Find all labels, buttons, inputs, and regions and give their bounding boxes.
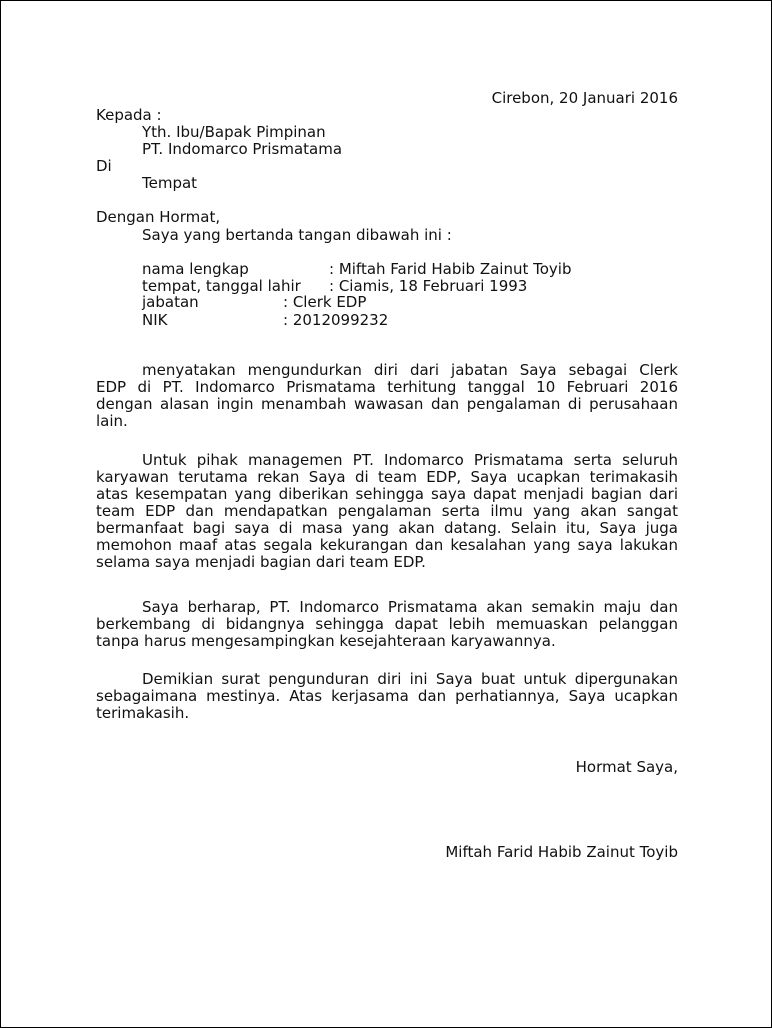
closing-salutation: Hormat Saya, — [575, 758, 678, 776]
recipient-di: Di — [96, 157, 112, 175]
paragraph-line: berkembang di bidangnya sehingga dapat lebih memuaskan pelanggan — [96, 615, 678, 633]
paragraph-line: menyatakan mengundurkan diri dari jabatan Saya sebagai Clerk — [142, 361, 678, 379]
paragraph-line: lain. — [96, 412, 128, 430]
paragraph-line: memohon maaf atas segala kekurangan dan kesalahan yang saya lakukan — [96, 536, 678, 554]
paragraph-line: Saya berharap, PT. Indomarco Prismatama akan semakin maju dan — [142, 598, 678, 616]
recipient-line-1: Yth. Ibu/Bapak Pimpinan — [142, 123, 326, 141]
paragraph-gratitude — [96, 452, 678, 571]
place-date: Cirebon, 20 Januari 2016 — [491, 89, 678, 107]
identity-label-nik: NIK — [142, 311, 168, 329]
paragraph-closing — [96, 671, 678, 722]
identity-label-birth: tempat, tanggal lahir — [142, 277, 301, 295]
identity-value-nik: : 2012099232 — [283, 311, 389, 329]
signatory-name: Miftah Farid Habib Zainut Toyib — [445, 843, 678, 861]
paragraph-line: team EDP dan mendapatkan pengalaman serta ilmu yang akan sangat — [96, 502, 678, 520]
paragraph-line: karyawan terutama rekan Saya di team EDP, Saya ucapkan terimakasih — [96, 468, 678, 486]
paragraph-line: terimakasih. — [96, 704, 190, 722]
identity-value-position: : Clerk EDP — [283, 293, 367, 311]
identity-label-name: nama lengkap — [142, 260, 249, 278]
identity-value-name: : Miftah Farid Habib Zainut Toyib — [329, 260, 572, 278]
greeting: Dengan Hormat, — [96, 208, 221, 226]
paragraph-line: EDP di PT. Indomarco Prismatama terhitung tanggal 10 Februari 2016 — [96, 378, 678, 396]
recipient-kepada: Kepada : — [96, 106, 162, 124]
intro-statement: Saya yang bertanda tangan dibawah ini : — [142, 226, 452, 244]
paragraph-line: atas kesempatan yang diberikan sehingga saya dapat menjadi bagian dari — [96, 485, 678, 503]
paragraph-line: tanpa harus mengesampingkan kesejahteraan karyawannya. — [96, 632, 556, 650]
paragraph-line: dengan alasan ingin menambah wawasan dan pengalaman di perusahaan — [96, 395, 678, 413]
paragraph-line: selama saya menjadi bagian dari team EDP. — [96, 553, 426, 571]
paragraph-line: Untuk pihak managemen PT. Indomarco Prismatama serta seluruh — [142, 451, 678, 469]
paragraph-line: Demikian surat pengunduran diri ini Saya buat untuk dipergunakan — [142, 670, 678, 688]
recipient-line-2: PT. Indomarco Prismatama — [142, 140, 343, 158]
paragraph-line: bermanfaat bagi saya di masa yang akan datang. Selain itu, Saya juga — [96, 519, 678, 537]
recipient-tempat: Tempat — [142, 174, 198, 192]
identity-value-birth: : Ciamis, 18 Februari 1993 — [329, 277, 528, 295]
paragraph-line: sebagaimana mestinya. Atas kerjasama dan perhatiannya, Saya ucapkan — [96, 687, 678, 705]
paragraph-hope — [96, 599, 678, 650]
paragraph-resignation — [96, 362, 678, 430]
identity-label-position: jabatan — [142, 293, 199, 311]
